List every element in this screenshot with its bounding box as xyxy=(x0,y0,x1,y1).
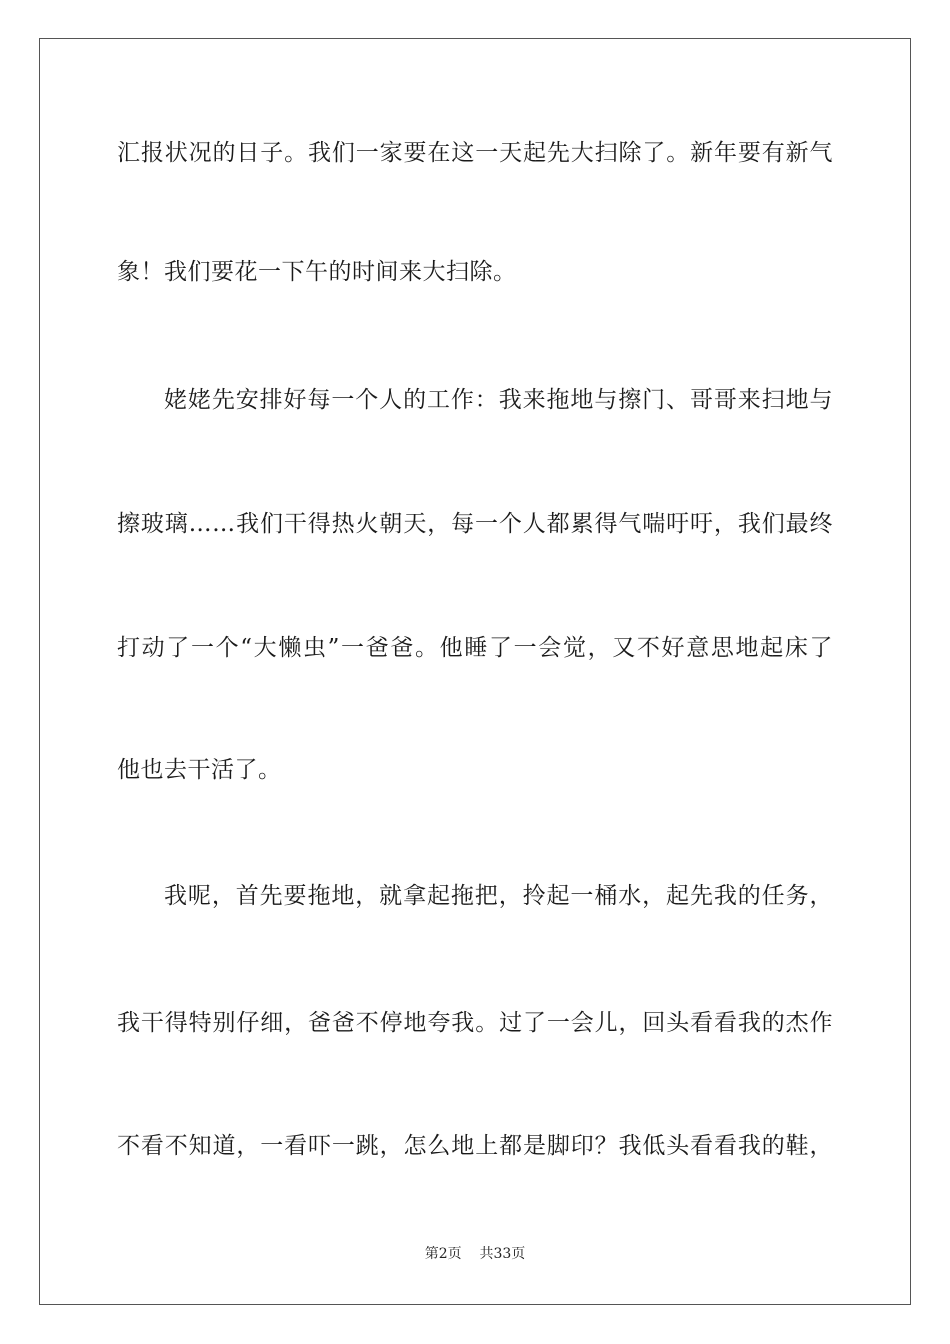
page-border xyxy=(39,38,911,1305)
page-number: 第2页 xyxy=(424,1246,462,1262)
page-total: 共33页 xyxy=(479,1246,526,1262)
page-footer xyxy=(0,1245,950,1263)
paragraph-line: 擦玻璃……我们干得热火朝天，每一个人都累得气喘吁吁，我们最终 xyxy=(117,511,833,537)
paragraph-line: 象！我们要花一下午的时间来大扫除。 xyxy=(117,259,517,285)
paragraph-line: 姥姥先安排好每一个人的工作：我来拖地与擦门、哥哥来扫地与 xyxy=(164,387,833,413)
paragraph-line: 我干得特别仔细，爸爸不停地夸我。过了一会儿，回头看看我的杰作 xyxy=(117,1010,833,1036)
paragraph-line: 他也去干活了。 xyxy=(117,757,282,783)
paragraph-line: 打动了一个“大懒虫”一爸爸。他睡了一会觉，又不好意思地起床了 xyxy=(117,635,833,661)
paragraph-line: 不看不知道，一看吓一跳，怎么地上都是脚印？我低头看看我的鞋， xyxy=(117,1133,833,1159)
paragraph-line: 汇报状况的日子。我们一家要在这一天起先大扫除了。新年要有新气 xyxy=(117,140,833,166)
paragraph-line: 我呢，首先要拖地，就拿起拖把，拎起一桶水，起先我的任务， xyxy=(164,883,833,909)
